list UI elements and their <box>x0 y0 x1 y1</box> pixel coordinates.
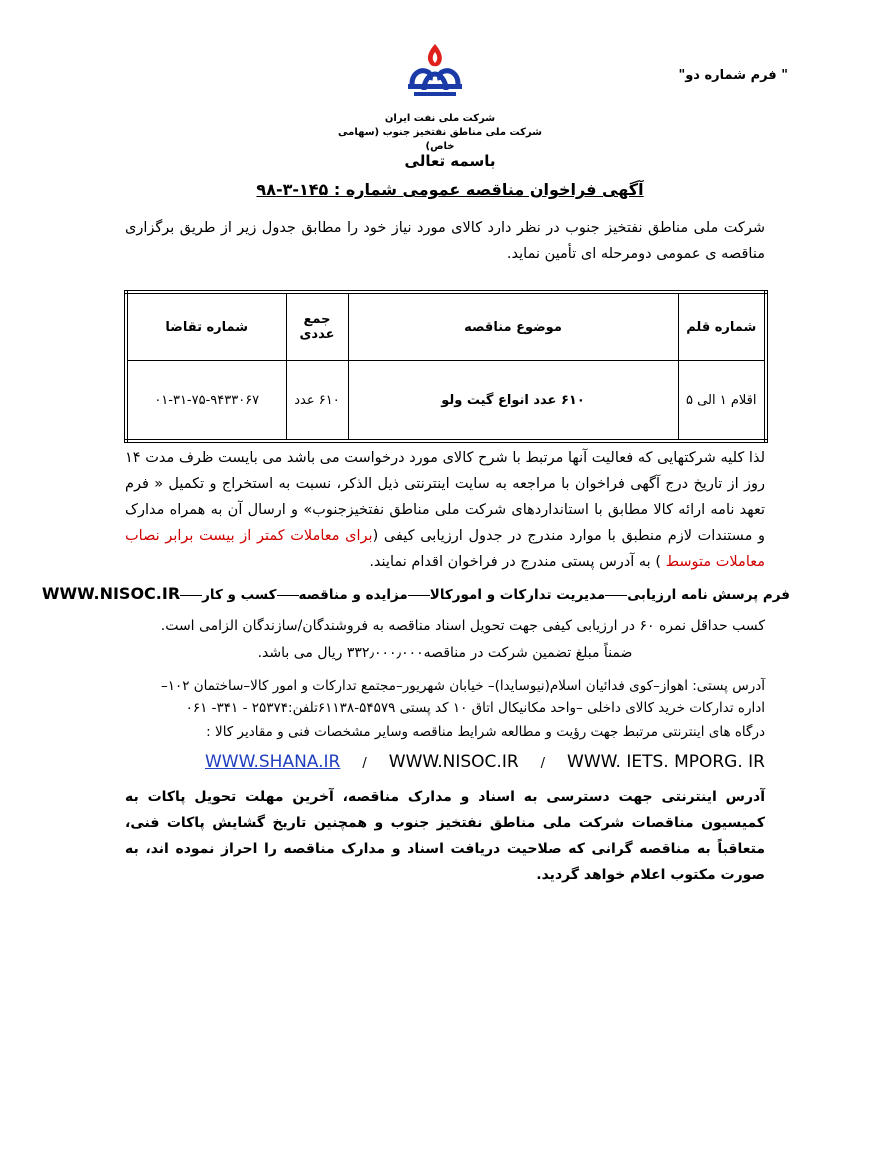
nisoc-url-link[interactable]: WWW.NISOC.IR <box>41 584 181 603</box>
forms-path-step-1: فرم پرسش نامه ارزیابی <box>627 587 790 603</box>
intro-paragraph: شرکت ملی مناطق نفتخیز جنوب در نظر دارد کالای مورد نیاز خود را مطابق جدول زیر از طریق برگزاری مناقصه ی عمومی دومرحله ای تأمین نماید. <box>125 220 765 262</box>
cell-subject: ۶۱۰ عدد انواع گیت ولو <box>348 361 678 442</box>
arrow-icon <box>277 595 299 596</box>
header-item-no: شماره قلم <box>678 292 766 361</box>
basmala-heading: باسمه تعالی <box>404 152 496 170</box>
url-separator: / <box>540 756 546 771</box>
forms-path-step-2: مدیریت تدارکات و امورکالا <box>429 587 606 603</box>
table-row <box>126 361 766 442</box>
arrow-icon <box>180 595 202 596</box>
eligibility-highlight: برای معاملات کمتر از بیست برابر نصاب معاملات متوسط <box>125 528 765 570</box>
company-name-line2: شرکت ملی مناطق نفتخیز جنوب (سهامی خاص) <box>338 127 542 152</box>
eligibility-paragraph <box>125 445 765 575</box>
arrow-icon <box>605 595 627 596</box>
table-header-row <box>126 292 766 361</box>
tender-table <box>124 290 768 443</box>
deadline-note: آدرس اینترنتی جهت دسترسی به اسناد و مدارک مناقصه، آخرین مهلت تحویل پاکات به کمیسیون مناقصات شرکت ملی مناطق نفتخیز جنوب و همچنین تاریخ گشایش پاکات فنی، متعاقباً به مناقصه گرانی که صلاحیت دریافت اسناد و مدارک مناقصه را احراز نموده اند، به صورت مکتوب اعلام خواهد گردید. <box>125 789 765 883</box>
portal-urls <box>125 752 765 772</box>
url-separator: / <box>362 756 367 771</box>
header-request-no: شماره تقاضا <box>126 292 286 361</box>
iets-url-text[interactable]: WWW. IETS. MPORG. IR <box>567 752 765 772</box>
nioc-logo <box>400 40 470 100</box>
header-subject: موضوع مناقصه <box>348 292 678 361</box>
header-total-qty: جمع عددی <box>286 292 348 361</box>
company-name-line1: شرکت ملی نفت ایران <box>384 113 496 124</box>
arrow-icon <box>408 595 430 596</box>
forms-path-step-3: مزایده و مناقصه <box>298 587 408 603</box>
nisoc-url-text[interactable]: WWW.NISOC.IR <box>388 752 519 772</box>
portals-intro: درگاه های اینترنتی مرتبط جهت رؤیت و مطالعه شرایط مناقصه وسایر مشخصات فنی و مقادیر کالا : <box>206 724 765 740</box>
form-number-label: " فرم شماره دو" <box>678 68 788 83</box>
min-score-note: کسب حداقل نمره ۶۰ در ارزیابی کیفی جهت تحویل اسناد مناقصه به فروشندگان/سازندگان الزامی است. <box>160 618 765 634</box>
cell-item-no: اقلام ۱ الی ۵ <box>678 361 766 442</box>
cell-request-no: ۰۱-۳۱-۷۵-۹۴۳۳۰۶۷ <box>126 361 286 442</box>
guarantee-note: ضمناً مبلغ تضمین شرکت در مناقصه۳۳۲٫۰۰۰٫۰۰۰ ریال می باشد. <box>257 645 633 661</box>
postal-address <box>125 675 765 719</box>
company-name <box>330 112 550 154</box>
shana-url-link[interactable]: WWW.SHANA.IR <box>205 752 341 772</box>
forms-path-step-4: کسب و کار <box>202 587 277 603</box>
address-line1: آدرس پستی: اهواز–کوی فدائیان اسلام(نیوسایدا)– خیابان شهریور–مجتمع تدارکات و امور کالا–ساختمان ۱۰۲– <box>160 678 765 694</box>
eligibility-text: لذا کلیه شرکتهایی که فعالیت آنها مرتبط با شرح کالای مورد درخواست می باشد می بایست ظرف مدت ۱۴ روز از تاریخ درج آگهی فراخوان با مراجعه به سایت اینترنتی ذیل الذکر، نسبت به استخراج و تکمیل « فرم تعهد نامه ارائه کالا مطابق با استانداردهای شرکت ملی مناطق نفتخیزجنوب» و ارسال آن به همراه مدارک و مستندات لازم منطبق با موارد مندرج در جدول ارزیابی کیفی ( <box>125 450 765 544</box>
page-title: آگهی فراخوان مناقصه عمومی شماره : ۱۴۵-۳-۹۸ <box>256 180 644 199</box>
forms-path <box>41 584 790 603</box>
cell-total-qty: ۶۱۰ عدد <box>286 361 348 442</box>
address-line2: اداره تدارکات خرید کالای داخلی –واحد مکانیکال اتاق ۱۰ کد پستی ۵۴۵۷۹-۶۱۱۳۸تلفن:۲۵۳۷۴ - ۳۴۱- ۰۶۱ <box>185 700 765 716</box>
eligibility-text-end: ) به آدرس پستی مندرج در فراخوان اقدام نمایند. <box>369 554 666 570</box>
